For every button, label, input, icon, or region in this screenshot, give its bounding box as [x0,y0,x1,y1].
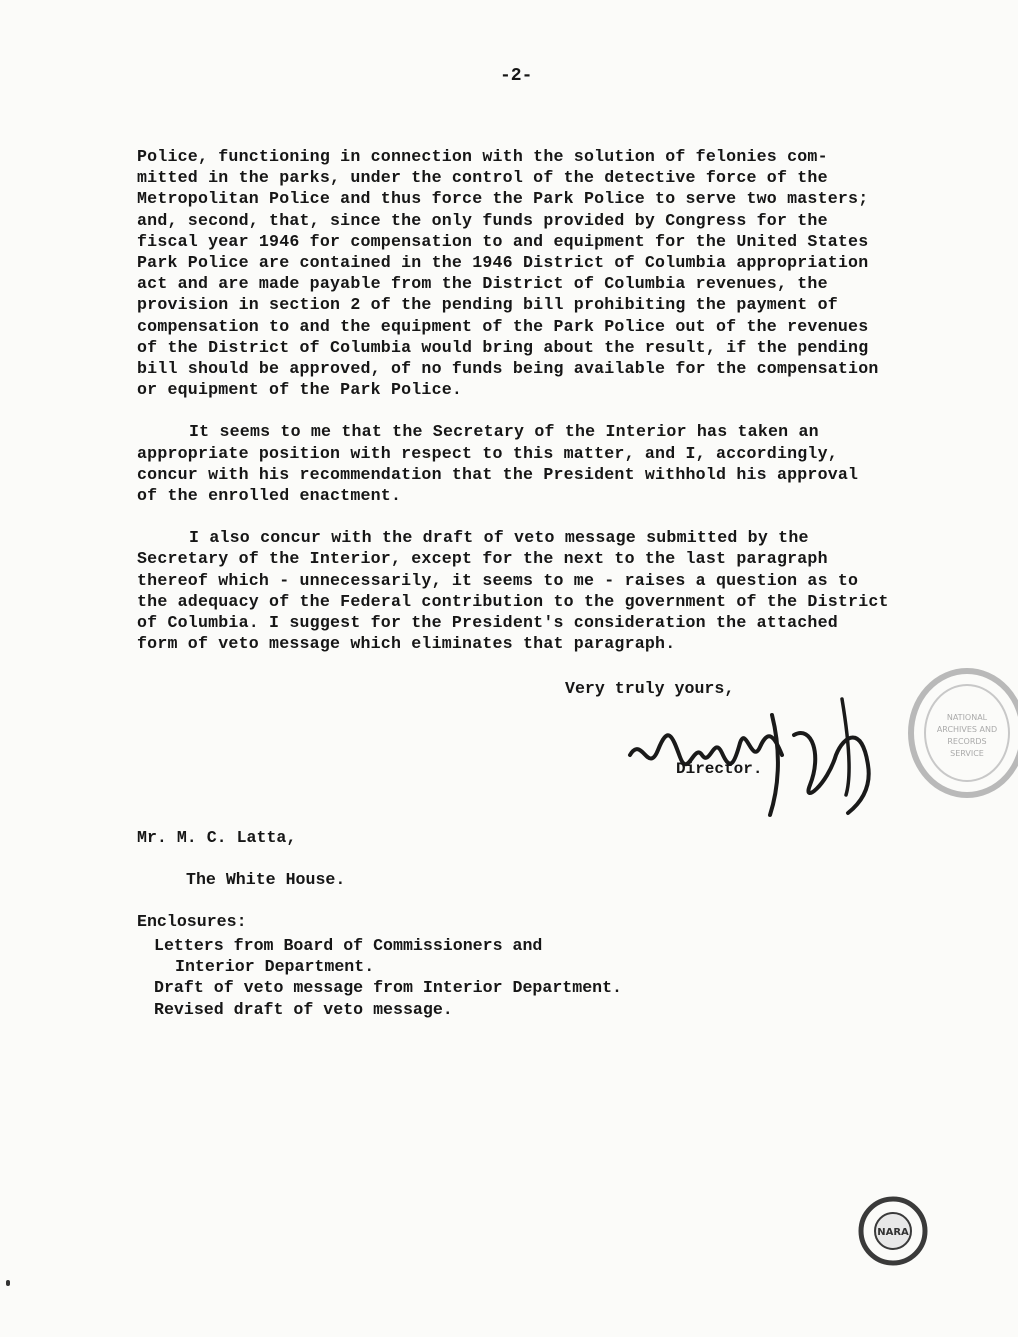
page-number: -2- [500,66,533,86]
body-line: Park Police are contained in the 1946 District of Columbia appropriation [137,253,869,273]
svg-text:NARA: NARA [877,1227,909,1238]
body-line: concur with his recommendation that the President withhold his approval [137,464,859,484]
body-line: or equipment of the Park Police. [137,380,463,400]
library-stamp [905,668,1018,798]
enclosures-list [154,935,622,1020]
body-line: thereof which - unnecessarily, it seems to me - raises a question as to [137,570,859,590]
body-line: bill should be approved, of no funds being available for the compensation [137,359,879,379]
letter-body [137,146,937,654]
body-line: fiscal year 1946 for compensation to and equipment for the United States [137,231,869,251]
signature-title: Director. [676,760,763,778]
body-line: provision in section 2 of the pending bill prohibiting the payment of [137,295,838,315]
page-mark [6,1280,10,1286]
body-line: of Columbia. I suggest for the President's consideration the attached [137,613,838,633]
list-item: Revised draft of veto message. [154,999,453,1019]
body-line: It seems to me that the Secretary of the Interior has taken an [189,422,819,442]
address-line: The White House. [186,870,346,889]
body-line: I also concur with the draft of veto message submitted by the [189,528,809,548]
closing: Very truly yours, [565,679,735,698]
svg-text:ARCHIVES AND: ARCHIVES AND [936,725,998,734]
body-line: of the enrolled enactment. [137,486,402,506]
enclosures-heading: Enclosures: [137,912,247,931]
body-line: act and are made payable from the District of Columbia revenues, the [137,274,828,294]
body-line: compensation to and the equipment of the Park Police out of the revenues [137,316,869,336]
nara-stamp [858,1196,928,1266]
body-line: mitted in the parks, under the control of the detective force of the [137,168,828,188]
body-line: the adequacy of the Federal contribution to the government of the District [137,591,889,611]
body-line: appropriate position with respect to this matter, and I, accordingly, [137,443,838,463]
body-line: Police, functioning in connection with the solution of felonies com- [137,147,828,166]
body-line: Metropolitan Police and thus force the Park Police to serve two masters; [137,189,869,209]
svg-text:RECORDS: RECORDS [947,737,987,746]
svg-text:NATIONAL: NATIONAL [946,713,988,722]
list-item: Interior Department. [175,957,375,977]
addressee: Mr. M. C. Latta, [137,828,297,847]
list-item: Draft of veto message from Interior Department. [154,978,623,998]
list-item: Letters from Board of Commissioners and [154,936,543,955]
svg-text:SERVICE: SERVICE [950,749,984,758]
body-line: form of veto message which eliminates that paragraph. [137,634,676,654]
body-line: and, second, that, since the only funds provided by Congress for the [137,210,828,230]
body-line: of the District of Columbia would bring about the result, if the pending [137,337,869,357]
body-line: Secretary of the Interior, except for the next to the last paragraph [137,549,828,569]
